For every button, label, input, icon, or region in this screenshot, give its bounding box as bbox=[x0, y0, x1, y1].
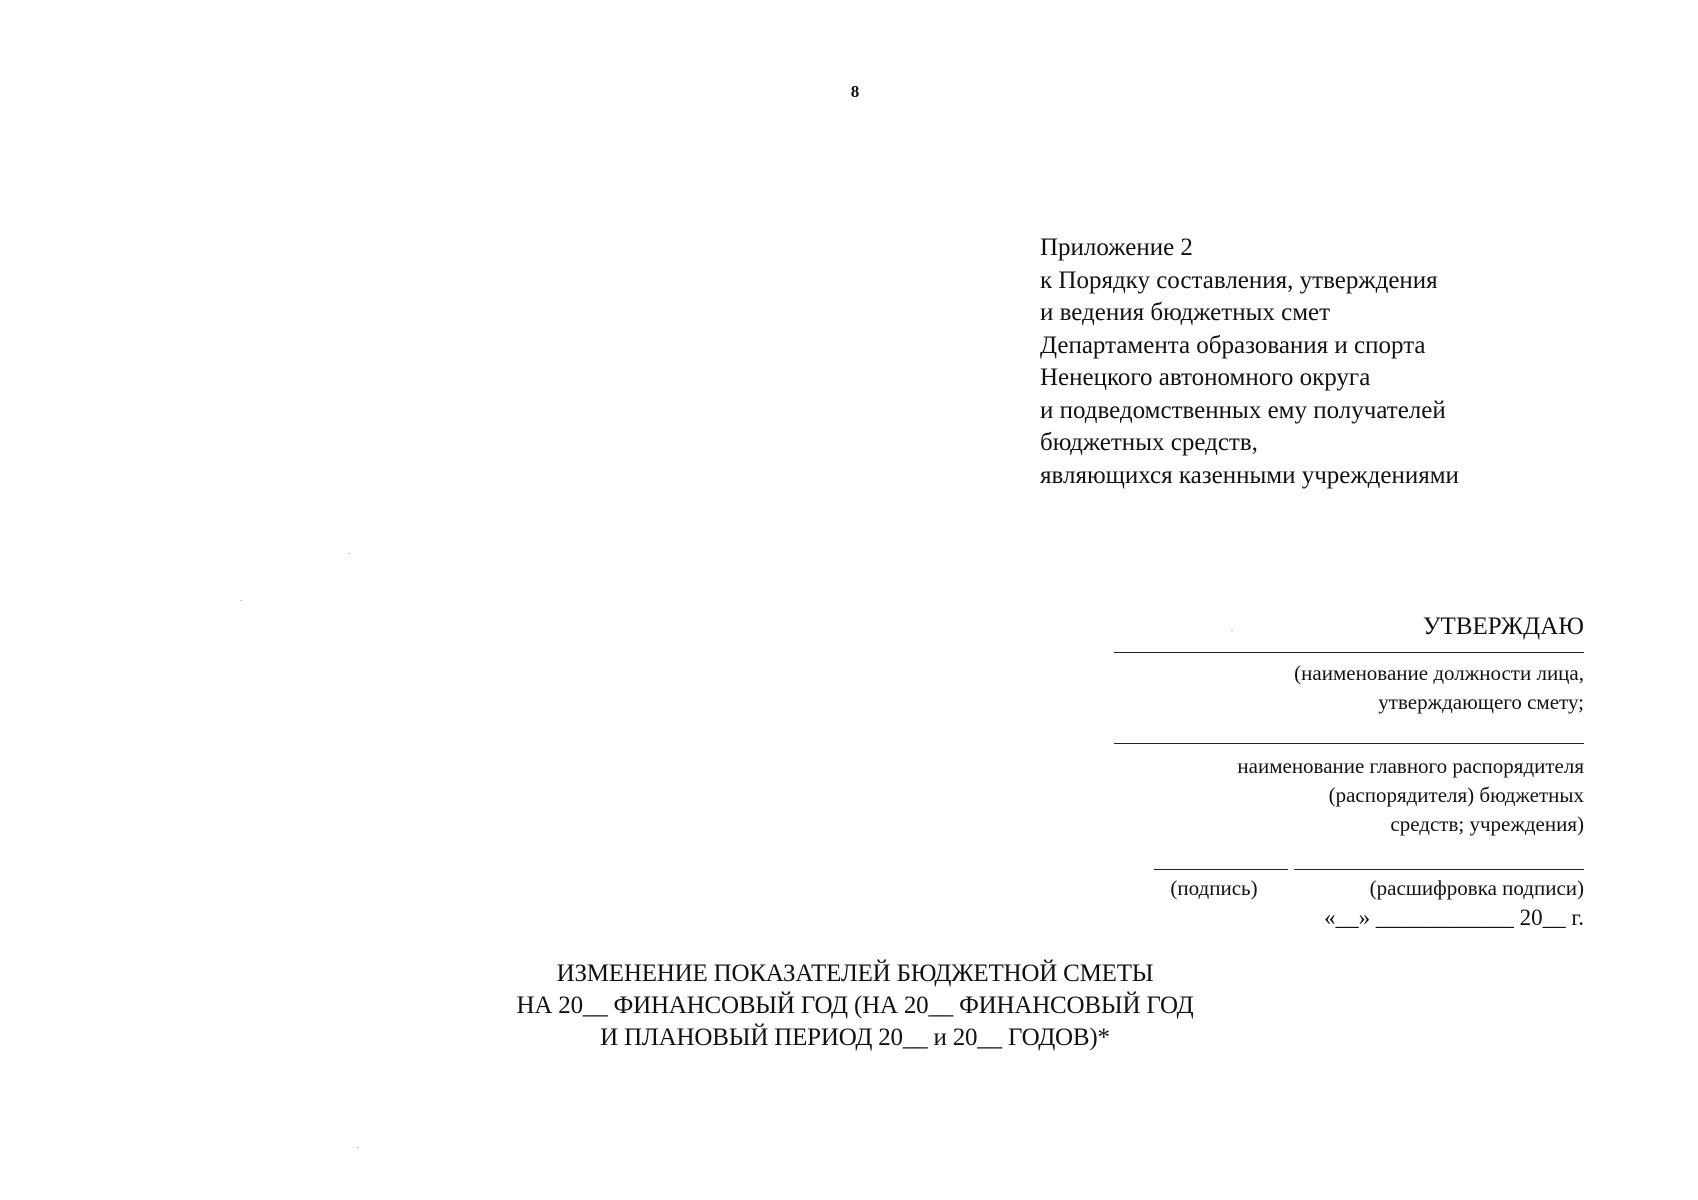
signature-caption: (подпись) bbox=[1170, 876, 1258, 900]
page-number: 8 bbox=[850, 82, 860, 101]
signature-lines bbox=[1024, 869, 1584, 870]
approval-block bbox=[1024, 612, 1584, 933]
appendix-block bbox=[1040, 232, 1680, 492]
approval-date: «__» ____________ 20__ г. bbox=[1324, 905, 1584, 930]
document-title bbox=[0, 958, 1698, 1054]
appendix-line: Департамента образования и спорта bbox=[1040, 331, 1426, 359]
signature-captions bbox=[1024, 874, 1584, 903]
organization-line bbox=[1114, 743, 1584, 744]
appendix-line: и ведения бюджетных смет bbox=[1040, 299, 1331, 326]
document-title-line: ИЗМЕНЕНИЕ ПОКАЗАТЕЛЕЙ БЮДЖЕТНОЙ СМЕТЫ bbox=[556, 960, 1154, 987]
organization-caption bbox=[1024, 752, 1584, 839]
position-line bbox=[1114, 652, 1584, 653]
appendix-line: бюджетных средств, bbox=[1040, 429, 1258, 456]
scan-speck bbox=[357, 1147, 359, 1148]
signature-line bbox=[1154, 869, 1288, 870]
position-caption-line: (наименование должности лица, bbox=[1294, 661, 1584, 685]
scan-speck bbox=[1231, 630, 1233, 631]
appendix-line: являющихся казенными учреждениями bbox=[1040, 461, 1459, 489]
position-caption-line: утверждающего смету; bbox=[1378, 690, 1584, 714]
organization-caption-line: средств; учреждения) bbox=[1390, 812, 1584, 836]
document-title-line: И ПЛАНОВЫЙ ПЕРИОД 20__ и 20__ ГОДОВ)* bbox=[600, 1024, 1110, 1051]
appendix-line: к Порядку составления, утверждения bbox=[1040, 266, 1438, 294]
organization-caption-line: (распорядителя) бюджетных bbox=[1328, 783, 1584, 807]
position-caption bbox=[1024, 659, 1584, 717]
signature-decoding-line bbox=[1294, 869, 1584, 870]
appendix-line: Приложение 2 bbox=[1040, 234, 1193, 261]
organization-caption-line: наименование главного распорядителя bbox=[1237, 754, 1584, 778]
appendix-line: и подведомственных ему получателей bbox=[1040, 396, 1446, 424]
approve-title: УТВЕРЖДАЮ bbox=[1422, 613, 1584, 640]
signature-decoding-caption: (расшифровка подписи) bbox=[1369, 876, 1584, 900]
document-title-line: НА 20__ ФИНАНСОВЫЙ ГОД (НА 20__ ФИНАНСОВЫЙ ГОД bbox=[516, 992, 1194, 1019]
scan-speck bbox=[240, 600, 242, 601]
appendix-line: Ненецкого автономного округа bbox=[1040, 364, 1371, 391]
scan-speck bbox=[348, 553, 350, 554]
